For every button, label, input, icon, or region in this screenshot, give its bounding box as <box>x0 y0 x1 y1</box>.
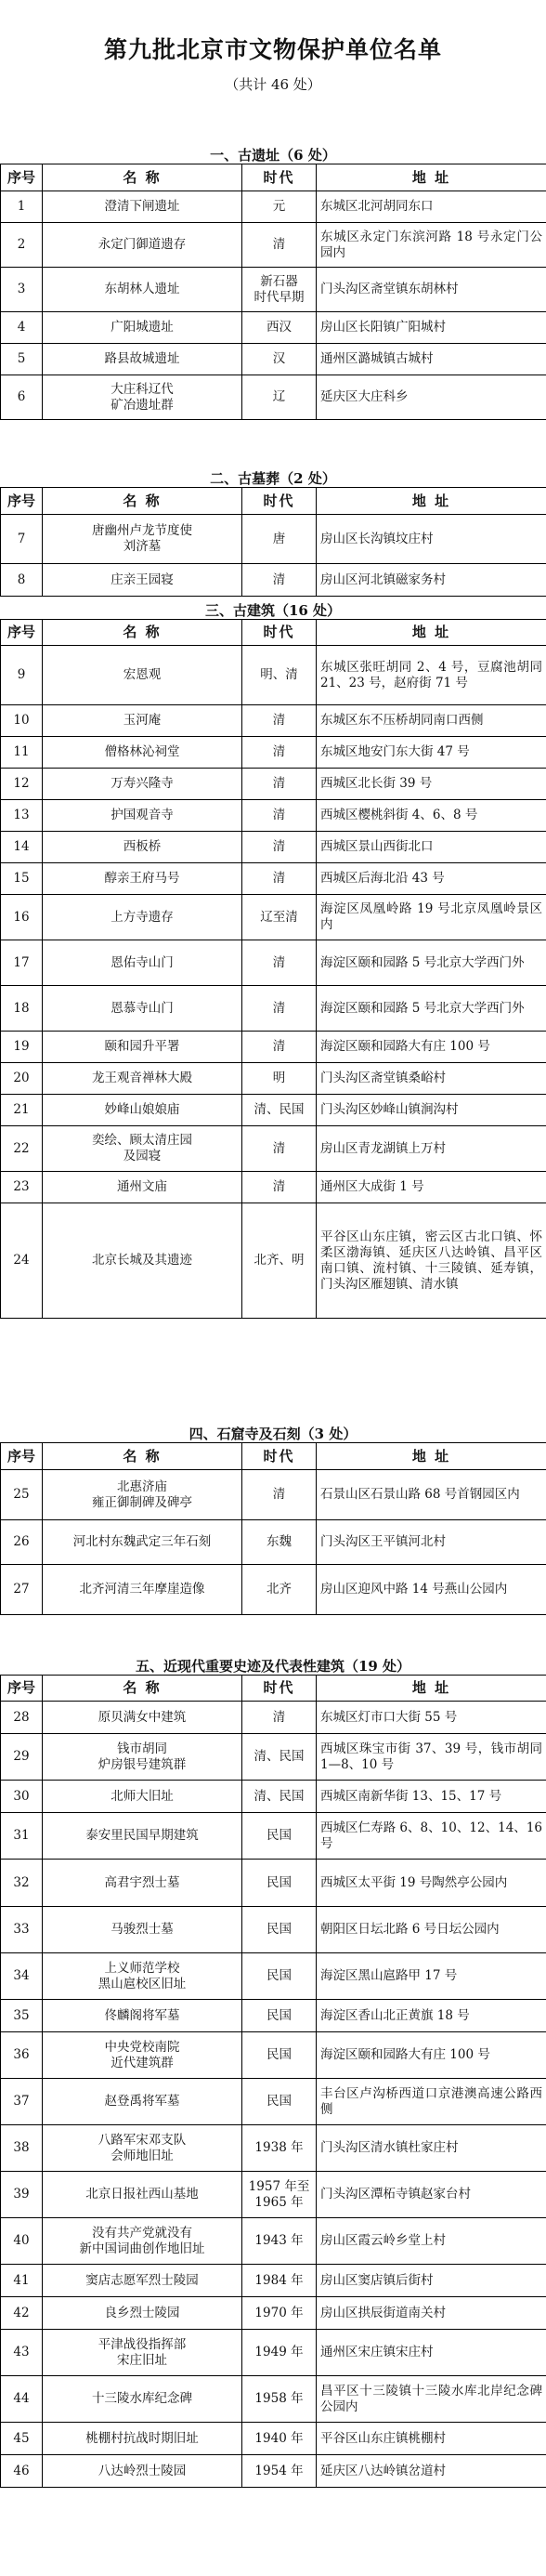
table-row <box>1 1172 546 1203</box>
site-name: 北京日报社西山基地 <box>43 2172 242 2218</box>
site-name: 赵登禹将军墓 <box>43 2079 242 2125</box>
site-name: 十三陵水库纪念碑 <box>43 2376 242 2423</box>
site-era: 民国 <box>242 2000 317 2032</box>
row-number: 2 <box>1 223 43 268</box>
site-address: 房山区霞云岭乡堂上村 <box>317 2218 546 2265</box>
row-number: 4 <box>1 312 43 344</box>
table-row <box>1 2172 546 2218</box>
site-era: 1958 年 <box>242 2376 317 2423</box>
table-row <box>1 737 546 769</box>
table-row <box>1 2330 546 2376</box>
section-table <box>0 487 546 597</box>
site-era: 清 <box>242 737 317 769</box>
site-address: 朝阳区日坛北路 6 号日坛公园内 <box>317 1907 546 1953</box>
row-number: 35 <box>1 2000 43 2032</box>
table-row <box>1 2218 546 2265</box>
site-era: 民国 <box>242 2079 317 2125</box>
site-address: 延庆区八达岭镇岔道村 <box>317 2455 546 2488</box>
row-number: 28 <box>1 1702 43 1734</box>
site-address: 房山区长阳镇广阳城村 <box>317 312 546 344</box>
table-row <box>1 1907 546 1953</box>
site-name: 宏恩观 <box>43 646 242 705</box>
table-header-row <box>1 164 546 191</box>
table-row <box>1 895 546 940</box>
site-address: 丰台区卢沟桥西道口京港澳高速公路西侧 <box>317 2079 546 2125</box>
row-number: 34 <box>1 1953 43 2000</box>
site-name: 北齐河清三年摩崖造像 <box>43 1565 242 1615</box>
site-address: 西城区珠宝市街 37、39 号，钱市胡同 1—8、10 号 <box>317 1734 546 1781</box>
site-address: 西城区太平街 19 号陶然亭公园内 <box>317 1860 546 1907</box>
site-address: 东城区北河胡同东口 <box>317 191 546 223</box>
header-era: 时代 <box>242 1676 317 1702</box>
site-name: 妙峰山娘娘庙 <box>43 1095 242 1126</box>
section-table <box>0 619 546 1319</box>
header-no: 序号 <box>1 488 43 515</box>
site-address: 海淀区香山北正黄旗 18 号 <box>317 2000 546 2032</box>
site-era: 1970 年 <box>242 2297 317 2330</box>
table-row <box>1 375 546 420</box>
site-era: 清 <box>242 800 317 832</box>
site-era: 民国 <box>242 1860 317 1907</box>
row-number: 10 <box>1 705 43 737</box>
header-era: 时代 <box>242 1443 317 1470</box>
header-era: 时代 <box>242 164 317 191</box>
table-row <box>1 832 546 863</box>
table-row <box>1 268 546 312</box>
site-era: 民国 <box>242 1953 317 2000</box>
site-name: 永定门御道遗存 <box>43 223 242 268</box>
row-number: 14 <box>1 832 43 863</box>
site-era: 北齐、明 <box>242 1203 317 1319</box>
site-name: 大庄科辽代 矿冶遗址群 <box>43 375 242 420</box>
site-address: 房山区青龙湖镇上万村 <box>317 1126 546 1172</box>
table-row <box>1 1520 546 1565</box>
site-name: 通州文庙 <box>43 1172 242 1203</box>
document-subtitle: （共计 46 处） <box>225 76 321 93</box>
row-number: 9 <box>1 646 43 705</box>
site-era: 辽至清 <box>242 895 317 940</box>
row-number: 18 <box>1 986 43 1032</box>
site-address: 东城区永定门东滨河路 18 号永定门公园内 <box>317 223 546 268</box>
site-name: 上方寺遗存 <box>43 895 242 940</box>
header-address: 地 址 <box>317 488 546 515</box>
site-address: 西城区南新华街 13、15、17 号 <box>317 1781 546 1813</box>
site-address: 房山区长沟镇坟庄村 <box>317 515 546 564</box>
site-era: 西汉 <box>242 312 317 344</box>
row-number: 42 <box>1 2297 43 2330</box>
site-era: 汉 <box>242 344 317 375</box>
row-number: 39 <box>1 2172 43 2218</box>
row-number: 22 <box>1 1126 43 1172</box>
site-era: 1954 年 <box>242 2455 317 2488</box>
header-address: 地 址 <box>317 620 546 646</box>
row-number: 44 <box>1 2376 43 2423</box>
site-era: 辽 <box>242 375 317 420</box>
site-era: 清、民国 <box>242 1734 317 1781</box>
site-name: 北惠济庙 雍正御制碑及碑亭 <box>43 1470 242 1520</box>
site-address: 门头沟区王平镇河北村 <box>317 1520 546 1565</box>
site-address: 门头沟区清水镇杜家庄村 <box>317 2125 546 2172</box>
header-address: 地 址 <box>317 164 546 191</box>
row-number: 29 <box>1 1734 43 1781</box>
site-address: 海淀区颐和园路大有庄 100 号 <box>317 2032 546 2079</box>
site-address: 通州区宋庄镇宋庄村 <box>317 2330 546 2376</box>
table-row <box>1 564 546 597</box>
header-no: 序号 <box>1 620 43 646</box>
site-name: 护国观音寺 <box>43 800 242 832</box>
document-title: 第九批北京市文物保护单位名单 <box>103 36 442 63</box>
site-address: 东城区张旺胡同 2、4 号，豆腐池胡同 21、23 号，赵府街 71 号 <box>317 646 546 705</box>
site-era: 清 <box>242 1470 317 1520</box>
site-name: 钱市胡同 炉房银号建筑群 <box>43 1734 242 1781</box>
site-name: 醇亲王府马号 <box>43 863 242 895</box>
row-number: 16 <box>1 895 43 940</box>
site-name: 佟麟阁将军墓 <box>43 2000 242 2032</box>
table-row <box>1 515 546 564</box>
table-row <box>1 2032 546 2079</box>
table-row <box>1 223 546 268</box>
site-era: 清、民国 <box>242 1095 317 1126</box>
row-number: 46 <box>1 2455 43 2488</box>
row-number: 1 <box>1 191 43 223</box>
site-name: 北京长城及其遗迹 <box>43 1203 242 1319</box>
site-era: 1943 年 <box>242 2218 317 2265</box>
header-era: 时代 <box>242 488 317 515</box>
row-number: 21 <box>1 1095 43 1126</box>
site-era: 明、清 <box>242 646 317 705</box>
site-name: 僧格林沁祠堂 <box>43 737 242 769</box>
site-address: 东城区东不压桥胡同南口西侧 <box>317 705 546 737</box>
header-address: 地 址 <box>317 1676 546 1702</box>
site-address: 房山区窦店镇后街村 <box>317 2265 546 2297</box>
site-era: 清 <box>242 1032 317 1063</box>
site-era: 1957 年至 1965 年 <box>242 2172 317 2218</box>
table-row <box>1 1860 546 1907</box>
site-address: 通州区大成街 1 号 <box>317 1172 546 1203</box>
row-number: 8 <box>1 564 43 597</box>
site-address: 海淀区颐和园路大有庄 100 号 <box>317 1032 546 1063</box>
site-era: 清 <box>242 940 317 986</box>
row-number: 26 <box>1 1520 43 1565</box>
site-name: 万寿兴隆寺 <box>43 769 242 800</box>
site-era: 1949 年 <box>242 2330 317 2376</box>
table-row <box>1 940 546 986</box>
section-title: 三、古建筑（16 处） <box>204 602 342 619</box>
site-era: 新石器 时代早期 <box>242 268 317 312</box>
table-row <box>1 191 546 223</box>
site-address: 门头沟区妙峰山镇涧沟村 <box>317 1095 546 1126</box>
site-name: 八达岭烈士陵园 <box>43 2455 242 2488</box>
site-era: 清 <box>242 564 317 597</box>
table-header-row <box>1 1676 546 1702</box>
row-number: 41 <box>1 2265 43 2297</box>
site-address: 房山区拱辰街道南关村 <box>317 2297 546 2330</box>
row-number: 36 <box>1 2032 43 2079</box>
section-table <box>0 164 546 420</box>
row-number: 31 <box>1 1813 43 1860</box>
site-era: 1984 年 <box>242 2265 317 2297</box>
site-name: 路县故城遗址 <box>43 344 242 375</box>
section-title: 四、石窟寺及石刻（3 处） <box>188 1426 358 1442</box>
section-title: 五、近现代重要史迹及代表性建筑（19 处） <box>135 1658 411 1675</box>
table-row <box>1 2125 546 2172</box>
site-address: 西城区北长街 39 号 <box>317 769 546 800</box>
site-address: 海淀区凤凰岭路 19 号北京凤凰岭景区内 <box>317 895 546 940</box>
table-row <box>1 1953 546 2000</box>
row-number: 15 <box>1 863 43 895</box>
site-name: 恩慕寺山门 <box>43 986 242 1032</box>
section-table <box>0 1442 546 1615</box>
site-address: 东城区灯市口大街 55 号 <box>317 1702 546 1734</box>
site-era: 1940 年 <box>242 2423 317 2455</box>
site-address: 房山区迎风中路 14 号燕山公园内 <box>317 1565 546 1615</box>
table-row <box>1 2455 546 2488</box>
section-title: 一、古遗址（6 处） <box>210 147 336 164</box>
header-no: 序号 <box>1 1443 43 1470</box>
site-name: 河北村东魏武定三年石刻 <box>43 1520 242 1565</box>
site-name: 唐幽州卢龙节度使 刘济墓 <box>43 515 242 564</box>
site-era: 清 <box>242 986 317 1032</box>
site-name: 庄亲王园寝 <box>43 564 242 597</box>
site-era: 东魏 <box>242 1520 317 1565</box>
site-era: 1938 年 <box>242 2125 317 2172</box>
site-address: 西城区樱桃斜街 4、6、8 号 <box>317 800 546 832</box>
table-row <box>1 312 546 344</box>
row-number: 27 <box>1 1565 43 1615</box>
site-era: 民国 <box>242 1907 317 1953</box>
site-era: 清 <box>242 769 317 800</box>
site-name: 广阳城遗址 <box>43 312 242 344</box>
row-number: 33 <box>1 1907 43 1953</box>
site-name: 澄清下闸遗址 <box>43 191 242 223</box>
site-name: 良乡烈士陵园 <box>43 2297 242 2330</box>
row-number: 32 <box>1 1860 43 1907</box>
row-number: 7 <box>1 515 43 564</box>
site-name: 上义师范学校 黑山扈校区旧址 <box>43 1953 242 2000</box>
site-name: 八路军宋邓支队 会师地旧址 <box>43 2125 242 2172</box>
row-number: 24 <box>1 1203 43 1319</box>
header-name: 名 称 <box>43 1676 242 1702</box>
site-address: 海淀区黑山扈路甲 17 号 <box>317 1953 546 2000</box>
table-row <box>1 2265 546 2297</box>
row-number: 6 <box>1 375 43 420</box>
table-row <box>1 1781 546 1813</box>
site-era: 明 <box>242 1063 317 1095</box>
site-era: 清 <box>242 705 317 737</box>
row-number: 11 <box>1 737 43 769</box>
row-number: 17 <box>1 940 43 986</box>
site-name: 窦店志愿军烈士陵园 <box>43 2265 242 2297</box>
site-address: 门头沟区潭柘寺镇赵家台村 <box>317 2172 546 2218</box>
table-row <box>1 986 546 1032</box>
row-number: 43 <box>1 2330 43 2376</box>
site-name: 泰安里民国早期建筑 <box>43 1813 242 1860</box>
site-name: 龙王观音禅林大殿 <box>43 1063 242 1095</box>
table-header-row <box>1 488 546 515</box>
table-row <box>1 769 546 800</box>
site-address: 平谷区山东庄镇，密云区古北口镇、怀柔区渤海镇、延庆区八达岭镇、昌平区南口镇、流村镇、十三陵镇、延寿镇，门头沟区雁翅镇、清水镇 <box>317 1203 546 1319</box>
site-name: 玉河庵 <box>43 705 242 737</box>
table-header-row <box>1 1443 546 1470</box>
row-number: 38 <box>1 2125 43 2172</box>
site-era: 唐 <box>242 515 317 564</box>
header-name: 名 称 <box>43 1443 242 1470</box>
section-table <box>0 1675 546 2488</box>
table-row <box>1 1565 546 1615</box>
site-era: 清 <box>242 1126 317 1172</box>
table-row <box>1 1063 546 1095</box>
site-era: 清 <box>242 832 317 863</box>
row-number: 12 <box>1 769 43 800</box>
row-number: 3 <box>1 268 43 312</box>
site-address: 海淀区颐和园路 5 号北京大学西门外 <box>317 940 546 986</box>
site-address: 平谷区山东庄镇桃棚村 <box>317 2423 546 2455</box>
site-name: 原贝满女中建筑 <box>43 1702 242 1734</box>
site-name: 高君宇烈士墓 <box>43 1860 242 1907</box>
header-name: 名 称 <box>43 488 242 515</box>
row-number: 19 <box>1 1032 43 1063</box>
table-row <box>1 1203 546 1319</box>
table-row <box>1 646 546 705</box>
row-number: 5 <box>1 344 43 375</box>
table-row <box>1 1813 546 1860</box>
site-address: 昌平区十三陵镇十三陵水库北岸纪念碑公园内 <box>317 2376 546 2423</box>
section-title: 二、古墓葬（2 处） <box>210 470 336 487</box>
site-address: 房山区河北镇磁家务村 <box>317 564 546 597</box>
site-era: 清 <box>242 1172 317 1203</box>
site-era: 清 <box>242 223 317 268</box>
site-name: 奕绘、顾太清庄园 及园寝 <box>43 1126 242 1172</box>
row-number: 45 <box>1 2423 43 2455</box>
site-address: 海淀区颐和园路 5 号北京大学西门外 <box>317 986 546 1032</box>
row-number: 13 <box>1 800 43 832</box>
table-row <box>1 2423 546 2455</box>
site-address: 西城区后海北沿 43 号 <box>317 863 546 895</box>
row-number: 37 <box>1 2079 43 2125</box>
table-row <box>1 1032 546 1063</box>
table-row <box>1 1702 546 1734</box>
table-row <box>1 1126 546 1172</box>
header-name: 名 称 <box>43 620 242 646</box>
header-address: 地 址 <box>317 1443 546 1470</box>
site-name: 恩佑寺山门 <box>43 940 242 986</box>
site-address: 西城区景山西街北口 <box>317 832 546 863</box>
row-number: 40 <box>1 2218 43 2265</box>
site-era: 元 <box>242 191 317 223</box>
site-address: 西城区仁寿路 6、8、10、12、14、16 号 <box>317 1813 546 1860</box>
site-name: 颐和园升平署 <box>43 1032 242 1063</box>
site-era: 北齐 <box>242 1565 317 1615</box>
site-name: 平津战役指挥部 宋庄旧址 <box>43 2330 242 2376</box>
row-number: 25 <box>1 1470 43 1520</box>
site-address: 石景山区石景山路 68 号首钢园区内 <box>317 1470 546 1520</box>
table-row <box>1 2000 546 2032</box>
header-name: 名 称 <box>43 164 242 191</box>
table-header-row <box>1 620 546 646</box>
site-era: 民国 <box>242 2032 317 2079</box>
table-row <box>1 1095 546 1126</box>
table-row <box>1 705 546 737</box>
site-name: 桃棚村抗战时期旧址 <box>43 2423 242 2455</box>
table-row <box>1 2376 546 2423</box>
header-era: 时代 <box>242 620 317 646</box>
table-row <box>1 2297 546 2330</box>
row-number: 30 <box>1 1781 43 1813</box>
site-name: 东胡林人遗址 <box>43 268 242 312</box>
site-address: 门头沟区斋堂镇东胡林村 <box>317 268 546 312</box>
site-era: 清、民国 <box>242 1781 317 1813</box>
table-row <box>1 2079 546 2125</box>
row-number: 20 <box>1 1063 43 1095</box>
site-name: 马骏烈士墓 <box>43 1907 242 1953</box>
table-row <box>1 1734 546 1781</box>
site-address: 东城区地安门东大街 47 号 <box>317 737 546 769</box>
site-address: 延庆区大庄科乡 <box>317 375 546 420</box>
site-address: 通州区潞城镇古城村 <box>317 344 546 375</box>
site-address: 门头沟区斋堂镇桑峪村 <box>317 1063 546 1095</box>
site-era: 清 <box>242 863 317 895</box>
site-name: 西板桥 <box>43 832 242 863</box>
header-no: 序号 <box>1 1676 43 1702</box>
site-name: 没有共产党就没有 新中国词曲创作地旧址 <box>43 2218 242 2265</box>
site-era: 民国 <box>242 1813 317 1860</box>
site-name: 中央党校南院 近代建筑群 <box>43 2032 242 2079</box>
table-row <box>1 344 546 375</box>
site-era: 清 <box>242 1702 317 1734</box>
row-number: 23 <box>1 1172 43 1203</box>
header-no: 序号 <box>1 164 43 191</box>
table-row <box>1 863 546 895</box>
site-name: 北师大旧址 <box>43 1781 242 1813</box>
table-row <box>1 800 546 832</box>
table-row <box>1 1470 546 1520</box>
